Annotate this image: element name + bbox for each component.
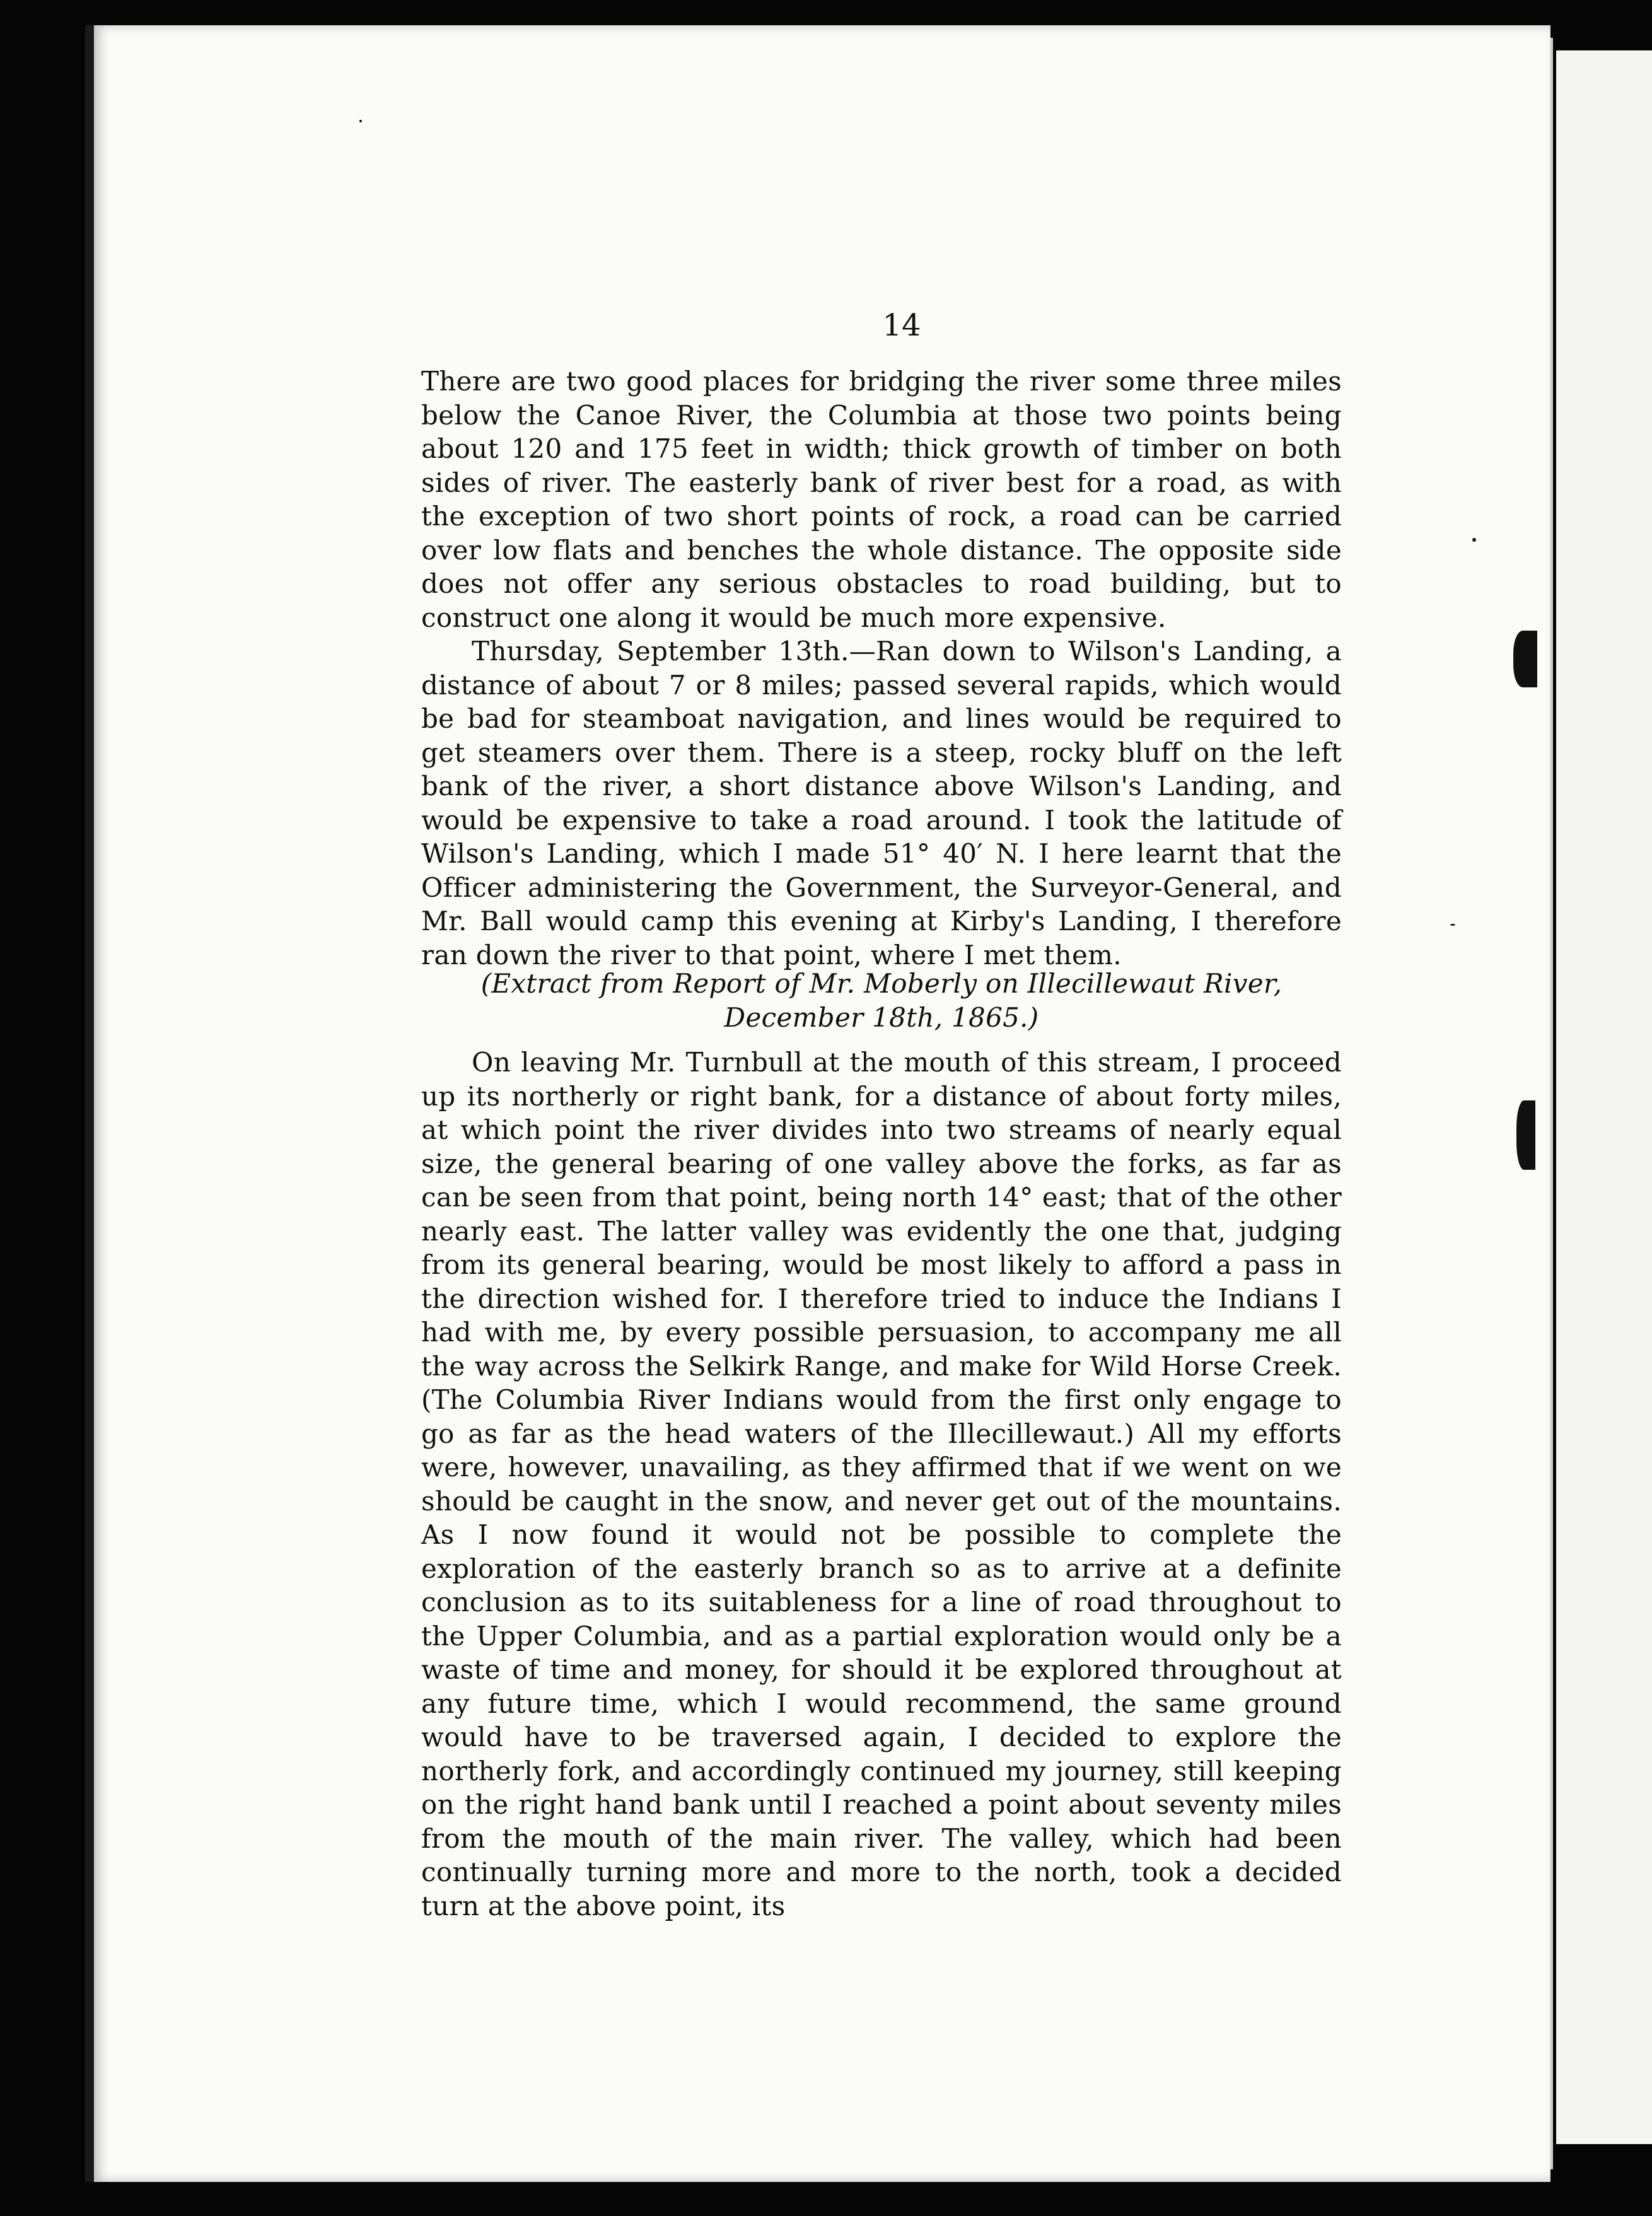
extract-heading-line-2: December 18th, 1865.)	[724, 1001, 1039, 1033]
ink-speck	[1450, 924, 1455, 926]
page-tear-mark	[1516, 1100, 1535, 1170]
paragraph-moberly-report: On leaving Mr. Turnbull at the mouth of this stream, I proceed up its northerly or right bank, for a distance of about forty miles, at which point the river divides into two streams of nearly equal size, the general bearing of one valley above the forks, as far as can be seen from that point, being north 14° east; that of the other nearly east. The latter valley was evidently the one that, judging from its general bearing, would be most likely to afford a pass in the direction wished for. I therefore tried to induce the Indians I had with me, by every possible persuasion, to accompany me all the way across the Selkirk Range, and make for Wild Horse Creek. (The Columbia River Indians would from the first only engage to go as far as the head waters of the Illecillewaut.) All my efforts were, however, unavailing, as they affirmed that if we went on we should be caught in the snow, and never get out of the mountains. As I now found it would not be possible to complete the exploration of the easterly branch so as to arrive at a definite conclusion as to its suitableness for a line of road throughout to the Upper Columbia, and as a partial exploration would only be a waste of time and money, for should it be explored throughout at any future time, which I would recommend, the same ground would have to be traversed again, I decided to explore the northerly fork, and accordingly continued my journey, still keeping on the right hand bank until I reached a point about seventy miles from the mouth of the main river. The valley, which had been continually turning more and more to the north, took a decided turn at the above point, its	[421, 1047, 1342, 1922]
ink-speck	[1472, 538, 1476, 542]
body-text-extract	[421, 1046, 1342, 1923]
adjacent-page-edge	[1556, 50, 1652, 2144]
extract-heading	[421, 967, 1342, 1034]
body-text-top	[421, 364, 1342, 972]
ink-speck	[359, 120, 362, 122]
paragraph-thursday: Thursday, September 13th.—Ran down to Wilson's Landing, a distance of about 7 or 8 miles; passed several rapids, which would be bad for steamboat navigation, and lines would be required to get steamers over them. There is a steep, rocky bluff on the left bank of the river, a short distance above Wilson's Landing, and would be expensive to take a road around. I took the latitude of Wilson's Landing, which I made 51° 40′ N. I here learnt that the Officer administering the Government, the Surveyor-General, and Mr. Ball would camp this evening at Kirby's Landing, I therefore ran down the river to that point, where I met them.	[421, 636, 1342, 971]
paragraph-bridging: There are two good places for bridging the river some three miles below the Canoe River, the Columbia at those two points being about 120 and 175 feet in width; thick growth of timber on both sides of river. The easterly bank of river best for a road, as with the exception of two short points of rock, a road can be carried over low flats and benches the whole distance. The opposite side does not offer any serious obstacles to road building, but to construct one along it would be much more expensive.	[421, 366, 1342, 633]
extract-heading-line-1: (Extract from Report of Mr. Moberly on Illecillewaut River,	[480, 968, 1283, 999]
page-tear-mark	[1513, 631, 1537, 687]
page-number: 14	[882, 308, 921, 343]
